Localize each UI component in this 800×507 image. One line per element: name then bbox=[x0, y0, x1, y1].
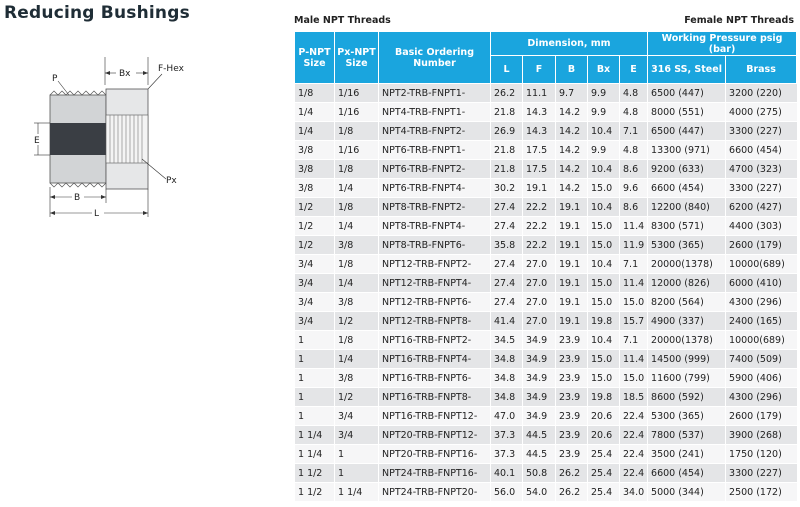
cell-f: 11.1 bbox=[523, 84, 556, 103]
cell-b: 9.7 bbox=[556, 84, 588, 103]
cell-bx: 10.4 bbox=[588, 198, 620, 217]
label-e: E bbox=[34, 136, 40, 146]
cell-ordering-number: NPT4-TRB-FNPT1- bbox=[379, 103, 491, 122]
cell-px-npt: 1/4 bbox=[335, 217, 379, 236]
cell-pressure-brass: 6000 (410) bbox=[726, 274, 797, 293]
cell-f: 27.0 bbox=[523, 312, 556, 331]
cell-ordering-number: NPT12-TRB-FNPT8- bbox=[379, 312, 491, 331]
header-working-pressure: Working Pressure psig (bar) bbox=[648, 32, 797, 56]
cell-bx: 20.6 bbox=[588, 426, 620, 445]
cell-p-npt: 3/4 bbox=[295, 312, 335, 331]
cell-p-npt: 1/2 bbox=[295, 217, 335, 236]
cell-pressure-brass: 3300 (227) bbox=[726, 122, 797, 141]
cell-e: 4.8 bbox=[620, 103, 648, 122]
cell-p-npt: 1 1/2 bbox=[295, 483, 335, 502]
table-row bbox=[295, 483, 797, 502]
cell-e: 22.4 bbox=[620, 426, 648, 445]
cell-ordering-number: NPT12-TRB-FNPT6- bbox=[379, 293, 491, 312]
cell-p-npt: 1 bbox=[295, 331, 335, 350]
cell-l: 27.4 bbox=[491, 274, 523, 293]
header-basic-ordering: Basic Ordering Number bbox=[379, 32, 491, 84]
cell-p-npt: 3/4 bbox=[295, 293, 335, 312]
cell-f: 27.0 bbox=[523, 274, 556, 293]
cell-bx: 9.9 bbox=[588, 84, 620, 103]
table-row bbox=[295, 255, 797, 274]
cell-pressure-ss: 6600 (454) bbox=[648, 464, 726, 483]
cell-l: 21.8 bbox=[491, 141, 523, 160]
cell-pressure-brass: 4300 (296) bbox=[726, 293, 797, 312]
cell-b: 14.2 bbox=[556, 160, 588, 179]
cell-p-npt: 1/8 bbox=[295, 84, 335, 103]
cell-pressure-brass: 7400 (509) bbox=[726, 350, 797, 369]
table-row bbox=[295, 464, 797, 483]
cell-b: 19.1 bbox=[556, 255, 588, 274]
cell-l: 21.8 bbox=[491, 160, 523, 179]
cell-ordering-number: NPT2-TRB-FNPT1- bbox=[379, 84, 491, 103]
cell-e: 7.1 bbox=[620, 331, 648, 350]
cell-l: 27.4 bbox=[491, 198, 523, 217]
cell-f: 54.0 bbox=[523, 483, 556, 502]
cell-b: 23.9 bbox=[556, 407, 588, 426]
cell-pressure-ss: 8000 (551) bbox=[648, 103, 726, 122]
table-row bbox=[295, 217, 797, 236]
cell-pressure-ss: 12200 (840) bbox=[648, 198, 726, 217]
cell-ordering-number: NPT24-TRB-FNPT20- bbox=[379, 483, 491, 502]
cell-ordering-number: NPT12-TRB-FNPT4- bbox=[379, 274, 491, 293]
cell-e: 15.0 bbox=[620, 293, 648, 312]
cell-l: 34.8 bbox=[491, 388, 523, 407]
cell-ordering-number: NPT16-TRB-FNPT4- bbox=[379, 350, 491, 369]
cell-e: 22.4 bbox=[620, 407, 648, 426]
cell-l: 27.4 bbox=[491, 255, 523, 274]
cell-px-npt: 1/2 bbox=[335, 388, 379, 407]
cell-pressure-brass: 2600 (179) bbox=[726, 236, 797, 255]
cell-b: 14.2 bbox=[556, 103, 588, 122]
label-px: Px bbox=[166, 176, 177, 186]
cell-p-npt: 3/8 bbox=[295, 179, 335, 198]
cell-bx: 20.6 bbox=[588, 407, 620, 426]
cell-pressure-brass: 4400 (303) bbox=[726, 217, 797, 236]
cell-l: 27.4 bbox=[491, 293, 523, 312]
cell-p-npt: 1 bbox=[295, 407, 335, 426]
table-row bbox=[295, 103, 797, 122]
cell-px-npt: 1 bbox=[335, 445, 379, 464]
cell-l: 34.8 bbox=[491, 369, 523, 388]
table-row bbox=[295, 407, 797, 426]
header-brass: Brass bbox=[726, 56, 797, 84]
cell-pressure-ss: 20000(1378) bbox=[648, 331, 726, 350]
cell-l: 37.3 bbox=[491, 426, 523, 445]
cell-e: 11.4 bbox=[620, 274, 648, 293]
cell-b: 26.2 bbox=[556, 464, 588, 483]
cell-b: 26.2 bbox=[556, 483, 588, 502]
cell-f: 22.2 bbox=[523, 217, 556, 236]
cell-f: 14.3 bbox=[523, 103, 556, 122]
cell-bx: 15.0 bbox=[588, 179, 620, 198]
spec-table bbox=[294, 31, 797, 502]
cell-pressure-ss: 20000(1378) bbox=[648, 255, 726, 274]
cell-pressure-ss: 12000 (826) bbox=[648, 274, 726, 293]
label-bx: Bx bbox=[119, 69, 131, 79]
spec-table-body bbox=[295, 84, 797, 502]
cell-pressure-ss: 4900 (337) bbox=[648, 312, 726, 331]
cell-e: 9.6 bbox=[620, 179, 648, 198]
cell-pressure-brass: 2500 (172) bbox=[726, 483, 797, 502]
cell-e: 8.6 bbox=[620, 198, 648, 217]
cell-l: 30.2 bbox=[491, 179, 523, 198]
cell-px-npt: 3/4 bbox=[335, 407, 379, 426]
cell-e: 15.0 bbox=[620, 369, 648, 388]
header-b: B bbox=[556, 56, 588, 84]
cell-b: 23.9 bbox=[556, 388, 588, 407]
label-p: P bbox=[52, 74, 58, 84]
cell-bx: 25.4 bbox=[588, 445, 620, 464]
bushing-diagram bbox=[20, 55, 200, 230]
cell-bx: 10.4 bbox=[588, 122, 620, 141]
cell-pressure-ss: 7800 (537) bbox=[648, 426, 726, 445]
cell-f: 34.9 bbox=[523, 369, 556, 388]
table-row bbox=[295, 312, 797, 331]
cell-p-npt: 1 1/4 bbox=[295, 426, 335, 445]
cell-bx: 15.0 bbox=[588, 236, 620, 255]
cell-f: 34.9 bbox=[523, 331, 556, 350]
cell-f: 44.5 bbox=[523, 445, 556, 464]
cell-f: 14.3 bbox=[523, 122, 556, 141]
cell-ordering-number: NPT4-TRB-FNPT2- bbox=[379, 122, 491, 141]
cell-bx: 19.8 bbox=[588, 312, 620, 331]
cell-ordering-number: NPT20-TRB-FNPT16- bbox=[379, 445, 491, 464]
cell-e: 11.4 bbox=[620, 350, 648, 369]
label-l: L bbox=[94, 209, 100, 219]
cell-e: 22.4 bbox=[620, 445, 648, 464]
page-title: Reducing Bushings bbox=[4, 3, 190, 23]
header-f: F bbox=[523, 56, 556, 84]
cell-pressure-brass: 3300 (227) bbox=[726, 179, 797, 198]
cell-ordering-number: NPT12-TRB-FNPT2- bbox=[379, 255, 491, 274]
cell-f: 27.0 bbox=[523, 293, 556, 312]
cell-bx: 15.0 bbox=[588, 293, 620, 312]
cell-px-npt: 3/4 bbox=[335, 426, 379, 445]
cell-p-npt: 3/4 bbox=[295, 274, 335, 293]
cell-f: 22.2 bbox=[523, 198, 556, 217]
cell-bx: 9.9 bbox=[588, 141, 620, 160]
cell-bx: 15.0 bbox=[588, 217, 620, 236]
cell-ordering-number: NPT24-TRB-FNPT16- bbox=[379, 464, 491, 483]
cell-e: 11.4 bbox=[620, 217, 648, 236]
cell-l: 34.5 bbox=[491, 331, 523, 350]
cell-ordering-number: NPT8-TRB-FNPT6- bbox=[379, 236, 491, 255]
cell-pressure-ss: 6500 (447) bbox=[648, 122, 726, 141]
cell-f: 34.9 bbox=[523, 350, 556, 369]
cell-b: 14.2 bbox=[556, 179, 588, 198]
header-p-npt: P-NPT Size bbox=[295, 32, 335, 84]
cell-pressure-ss: 6500 (447) bbox=[648, 84, 726, 103]
cell-pressure-brass: 1750 (120) bbox=[726, 445, 797, 464]
cell-pressure-ss: 13300 (971) bbox=[648, 141, 726, 160]
table-row bbox=[295, 426, 797, 445]
cell-bx: 15.0 bbox=[588, 350, 620, 369]
cell-bx: 10.4 bbox=[588, 160, 620, 179]
cell-l: 37.3 bbox=[491, 445, 523, 464]
cell-f: 44.5 bbox=[523, 426, 556, 445]
table-row bbox=[295, 369, 797, 388]
cell-p-npt: 3/4 bbox=[295, 255, 335, 274]
cell-f: 27.0 bbox=[523, 255, 556, 274]
cell-pressure-ss: 11600 (799) bbox=[648, 369, 726, 388]
header-316ss-steel: 316 SS, Steel bbox=[648, 56, 726, 84]
cell-pressure-ss: 3500 (241) bbox=[648, 445, 726, 464]
cell-p-npt: 1 1/4 bbox=[295, 445, 335, 464]
cell-pressure-brass: 6600 (454) bbox=[726, 141, 797, 160]
cell-bx: 25.4 bbox=[588, 483, 620, 502]
cell-l: 41.4 bbox=[491, 312, 523, 331]
cell-pressure-ss: 8300 (571) bbox=[648, 217, 726, 236]
cell-b: 14.2 bbox=[556, 141, 588, 160]
cell-ordering-number: NPT16-TRB-FNPT12- bbox=[379, 407, 491, 426]
cell-e: 18.5 bbox=[620, 388, 648, 407]
cell-bx: 25.4 bbox=[588, 464, 620, 483]
cell-e: 8.6 bbox=[620, 160, 648, 179]
cell-b: 19.1 bbox=[556, 293, 588, 312]
cell-p-npt: 1 1/2 bbox=[295, 464, 335, 483]
cell-bx: 10.4 bbox=[588, 331, 620, 350]
cell-px-npt: 1/2 bbox=[335, 312, 379, 331]
cell-e: 15.7 bbox=[620, 312, 648, 331]
cell-l: 27.4 bbox=[491, 217, 523, 236]
cell-l: 34.8 bbox=[491, 350, 523, 369]
male-thread-label: Male NPT Threads bbox=[294, 15, 391, 26]
cell-f: 34.9 bbox=[523, 388, 556, 407]
table-row bbox=[295, 388, 797, 407]
cell-f: 17.5 bbox=[523, 160, 556, 179]
cell-ordering-number: NPT20-TRB-FNPT12- bbox=[379, 426, 491, 445]
cell-bx: 9.9 bbox=[588, 103, 620, 122]
cell-b: 23.9 bbox=[556, 426, 588, 445]
cell-l: 35.8 bbox=[491, 236, 523, 255]
table-row bbox=[295, 445, 797, 464]
cell-px-npt: 1/8 bbox=[335, 331, 379, 350]
cell-e: 7.1 bbox=[620, 255, 648, 274]
cell-e: 4.8 bbox=[620, 84, 648, 103]
cell-e: 34.0 bbox=[620, 483, 648, 502]
cell-pressure-brass: 3200 (220) bbox=[726, 84, 797, 103]
cell-f: 50.8 bbox=[523, 464, 556, 483]
cell-p-npt: 1 bbox=[295, 388, 335, 407]
cell-pressure-brass: 2600 (179) bbox=[726, 407, 797, 426]
table-row bbox=[295, 274, 797, 293]
cell-e: 4.8 bbox=[620, 141, 648, 160]
cell-px-npt: 1/4 bbox=[335, 350, 379, 369]
cell-f: 17.5 bbox=[523, 141, 556, 160]
cell-p-npt: 1/2 bbox=[295, 236, 335, 255]
cell-px-npt: 1 1/4 bbox=[335, 483, 379, 502]
cell-f: 19.1 bbox=[523, 179, 556, 198]
cell-b: 19.1 bbox=[556, 312, 588, 331]
cell-px-npt: 1/8 bbox=[335, 160, 379, 179]
cell-ordering-number: NPT16-TRB-FNPT6- bbox=[379, 369, 491, 388]
cell-p-npt: 1 bbox=[295, 369, 335, 388]
cell-p-npt: 1/4 bbox=[295, 122, 335, 141]
cell-b: 19.1 bbox=[556, 198, 588, 217]
cell-bx: 10.4 bbox=[588, 255, 620, 274]
cell-px-npt: 1/4 bbox=[335, 179, 379, 198]
cell-ordering-number: NPT8-TRB-FNPT4- bbox=[379, 217, 491, 236]
table-row bbox=[295, 293, 797, 312]
cell-px-npt: 1/8 bbox=[335, 122, 379, 141]
cell-ordering-number: NPT8-TRB-FNPT2- bbox=[379, 198, 491, 217]
cell-px-npt: 1 bbox=[335, 464, 379, 483]
table-row bbox=[295, 350, 797, 369]
cell-ordering-number: NPT6-TRB-FNPT2- bbox=[379, 160, 491, 179]
cell-pressure-brass: 2400 (165) bbox=[726, 312, 797, 331]
cell-bx: 15.0 bbox=[588, 369, 620, 388]
cell-pressure-brass: 5900 (406) bbox=[726, 369, 797, 388]
cell-l: 40.1 bbox=[491, 464, 523, 483]
cell-px-npt: 1/4 bbox=[335, 274, 379, 293]
cell-px-npt: 1/8 bbox=[335, 198, 379, 217]
cell-px-npt: 1/16 bbox=[335, 103, 379, 122]
cell-l: 56.0 bbox=[491, 483, 523, 502]
cell-pressure-ss: 9200 (633) bbox=[648, 160, 726, 179]
table-row bbox=[295, 198, 797, 217]
cell-e: 22.4 bbox=[620, 464, 648, 483]
cell-b: 23.9 bbox=[556, 445, 588, 464]
cell-pressure-ss: 5300 (365) bbox=[648, 236, 726, 255]
cell-b: 19.1 bbox=[556, 236, 588, 255]
cell-pressure-brass: 10000(689) bbox=[726, 255, 797, 274]
cell-b: 14.2 bbox=[556, 122, 588, 141]
table-row bbox=[295, 179, 797, 198]
cell-l: 47.0 bbox=[491, 407, 523, 426]
cell-p-npt: 1 bbox=[295, 350, 335, 369]
cell-ordering-number: NPT16-TRB-FNPT8- bbox=[379, 388, 491, 407]
cell-px-npt: 1/8 bbox=[335, 255, 379, 274]
cell-pressure-brass: 10000(689) bbox=[726, 331, 797, 350]
cell-b: 19.1 bbox=[556, 217, 588, 236]
cell-pressure-brass: 3900 (268) bbox=[726, 426, 797, 445]
header-dimension: Dimension, mm bbox=[491, 32, 648, 56]
cell-bx: 19.8 bbox=[588, 388, 620, 407]
cell-f: 34.9 bbox=[523, 407, 556, 426]
header-e: E bbox=[620, 56, 648, 84]
cell-b: 23.9 bbox=[556, 350, 588, 369]
cell-ordering-number: NPT6-TRB-FNPT1- bbox=[379, 141, 491, 160]
cell-px-npt: 1/16 bbox=[335, 84, 379, 103]
cell-px-npt: 3/8 bbox=[335, 369, 379, 388]
cell-pressure-ss: 14500 (999) bbox=[648, 350, 726, 369]
header-px-npt: Px-NPT Size bbox=[335, 32, 379, 84]
table-row bbox=[295, 160, 797, 179]
table-row bbox=[295, 84, 797, 103]
cell-l: 21.8 bbox=[491, 103, 523, 122]
cell-bx: 15.0 bbox=[588, 274, 620, 293]
cell-pressure-ss: 5300 (365) bbox=[648, 407, 726, 426]
cell-ordering-number: NPT16-TRB-FNPT2- bbox=[379, 331, 491, 350]
cell-p-npt: 3/8 bbox=[295, 160, 335, 179]
cell-b: 23.9 bbox=[556, 369, 588, 388]
cell-px-npt: 3/8 bbox=[335, 236, 379, 255]
cell-p-npt: 3/8 bbox=[295, 141, 335, 160]
cell-pressure-ss: 8200 (564) bbox=[648, 293, 726, 312]
cell-pressure-brass: 6200 (427) bbox=[726, 198, 797, 217]
cell-l: 26.9 bbox=[491, 122, 523, 141]
cell-pressure-ss: 5000 (344) bbox=[648, 483, 726, 502]
header-l: L bbox=[491, 56, 523, 84]
cell-ordering-number: NPT6-TRB-FNPT4- bbox=[379, 179, 491, 198]
table-row bbox=[295, 236, 797, 255]
cell-b: 19.1 bbox=[556, 274, 588, 293]
cell-pressure-brass: 4300 (296) bbox=[726, 388, 797, 407]
cell-p-npt: 1/2 bbox=[295, 198, 335, 217]
label-f-hex: F-Hex bbox=[158, 64, 184, 74]
cell-b: 23.9 bbox=[556, 331, 588, 350]
cell-f: 22.2 bbox=[523, 236, 556, 255]
cell-px-npt: 3/8 bbox=[335, 293, 379, 312]
label-b: B bbox=[74, 193, 81, 203]
header-bx: Bx bbox=[588, 56, 620, 84]
cell-pressure-ss: 6600 (454) bbox=[648, 179, 726, 198]
cell-pressure-brass: 3300 (227) bbox=[726, 464, 797, 483]
cell-e: 11.9 bbox=[620, 236, 648, 255]
cell-pressure-ss: 8600 (592) bbox=[648, 388, 726, 407]
female-thread-label: Female NPT Threads bbox=[684, 15, 794, 26]
cell-p-npt: 1/4 bbox=[295, 103, 335, 122]
table-row bbox=[295, 122, 797, 141]
table-row bbox=[295, 141, 797, 160]
cell-pressure-brass: 4700 (323) bbox=[726, 160, 797, 179]
table-row bbox=[295, 331, 797, 350]
cell-pressure-brass: 4000 (275) bbox=[726, 103, 797, 122]
cell-e: 7.1 bbox=[620, 122, 648, 141]
cell-l: 26.2 bbox=[491, 84, 523, 103]
cell-px-npt: 1/16 bbox=[335, 141, 379, 160]
